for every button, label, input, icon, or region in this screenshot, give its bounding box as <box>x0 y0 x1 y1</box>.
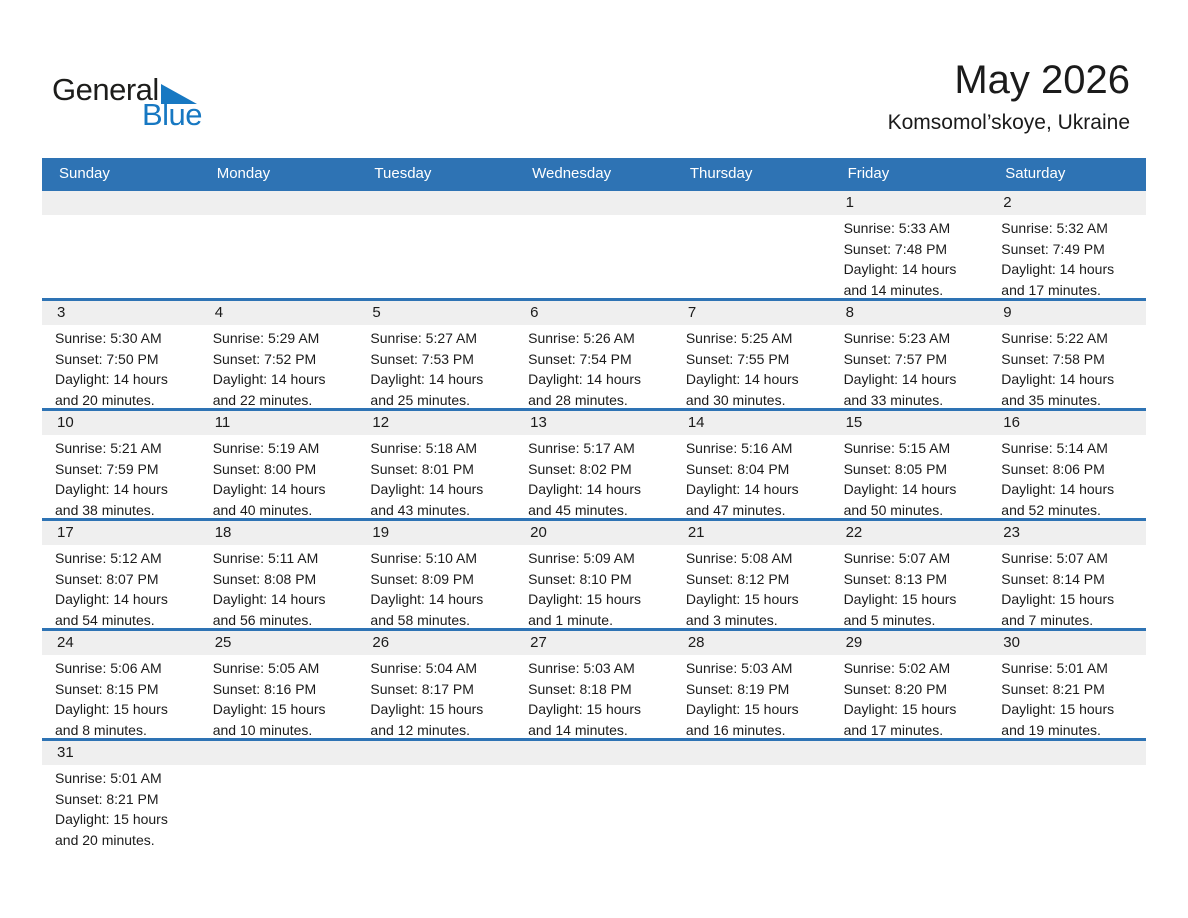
day-details <box>673 215 831 218</box>
day-detail-line: Daylight: 14 hours <box>843 371 957 387</box>
day-detail-line: Sunset: 7:54 PM <box>528 350 632 367</box>
day-cell-8 <box>831 301 989 408</box>
day-detail-line: Daylight: 14 hours <box>1001 371 1115 387</box>
day-detail-line: Sunset: 8:18 PM <box>528 680 632 697</box>
day-detail-line: Sunrise: 5:03 AM <box>528 660 635 676</box>
day-number: 25 <box>200 631 358 655</box>
day-number: 31 <box>42 741 200 765</box>
day-detail-line: and 30 minutes. <box>685 391 786 408</box>
day-number: 3 <box>42 301 200 325</box>
day-cell-empty <box>831 741 989 853</box>
day-detail-line: Sunrise: 5:15 AM <box>843 440 951 456</box>
day-number: 24 <box>42 631 200 655</box>
day-detail-line: Sunrise: 5:23 AM <box>843 330 951 346</box>
day-detail-line: Sunset: 8:16 PM <box>212 680 317 697</box>
day-detail-line: and 56 minutes. <box>212 611 313 628</box>
day-details <box>357 215 515 218</box>
day-detail-line: Daylight: 14 hours <box>1001 261 1115 277</box>
logo-text-blue: Blue <box>141 97 202 132</box>
day-number <box>988 741 1146 765</box>
day-detail-line: Sunrise: 5:10 AM <box>370 550 478 566</box>
day-number: 15 <box>831 411 989 435</box>
day-cell-empty <box>988 741 1146 853</box>
day-detail-line: Sunset: 8:06 PM <box>1001 460 1105 477</box>
day-number <box>673 741 831 765</box>
day-detail-line: Sunset: 8:20 PM <box>843 680 948 697</box>
day-number: 30 <box>988 631 1146 655</box>
day-number: 29 <box>831 631 989 655</box>
day-detail-line: Sunset: 8:01 PM <box>370 460 474 477</box>
day-detail-line: Sunrise: 5:12 AM <box>55 550 162 566</box>
day-number <box>200 741 358 765</box>
day-detail-line: and 22 minutes. <box>212 391 313 408</box>
day-details <box>988 765 1146 768</box>
day-detail-line: Sunset: 8:05 PM <box>843 460 948 477</box>
day-detail-line: Sunrise: 5:02 AM <box>843 660 951 676</box>
day-number: 16 <box>988 411 1146 435</box>
day-details <box>515 325 673 408</box>
day-details <box>988 435 1146 518</box>
weekday-header-sunday: Sunday <box>59 164 110 182</box>
day-detail-line: Sunset: 7:48 PM <box>843 240 948 257</box>
day-number <box>200 191 358 215</box>
day-details <box>42 215 200 218</box>
day-detail-line: Sunset: 8:12 PM <box>685 570 790 587</box>
day-detail-line: and 45 minutes. <box>528 501 628 518</box>
day-details <box>200 655 358 738</box>
day-details <box>200 435 358 518</box>
day-detail-line: Daylight: 15 hours <box>528 701 641 717</box>
week-row <box>42 298 1146 408</box>
day-cell-empty <box>42 191 200 298</box>
day-number <box>831 741 989 765</box>
day-details <box>200 765 358 768</box>
day-detail-line: Sunrise: 5:14 AM <box>1001 440 1108 456</box>
day-details <box>42 545 200 628</box>
day-cell-empty <box>200 191 358 298</box>
day-number: 23 <box>988 521 1146 545</box>
day-detail-line: Sunset: 8:04 PM <box>685 460 790 477</box>
day-detail-line: Sunrise: 5:11 AM <box>212 550 319 566</box>
day-detail-line: Sunset: 7:59 PM <box>55 460 159 477</box>
day-detail-line: Sunrise: 5:05 AM <box>212 660 320 676</box>
day-detail-line: and 58 minutes. <box>370 611 471 628</box>
day-cell-12 <box>357 411 515 518</box>
day-cell-13 <box>515 411 673 518</box>
logo-text-general: General <box>52 72 159 107</box>
day-details <box>42 435 200 518</box>
day-number <box>357 191 515 215</box>
day-number: 1 <box>831 191 989 215</box>
day-detail-line: and 17 minutes. <box>843 721 944 738</box>
week-row <box>42 738 1146 853</box>
day-detail-line: and 28 minutes. <box>528 391 628 408</box>
day-detail-line: Daylight: 14 hours <box>370 591 484 607</box>
day-cell-empty <box>673 741 831 853</box>
week-row <box>42 628 1146 738</box>
day-detail-line: Sunrise: 5:29 AM <box>212 330 320 346</box>
day-cell-5 <box>357 301 515 408</box>
day-detail-line: Daylight: 15 hours <box>1001 701 1115 717</box>
day-cell-7 <box>673 301 831 408</box>
day-details <box>200 325 358 408</box>
page-title: May 2026 <box>954 58 1130 102</box>
day-detail-line: Daylight: 15 hours <box>843 591 957 607</box>
day-number: 10 <box>42 411 200 435</box>
day-number: 4 <box>200 301 358 325</box>
day-details <box>673 765 831 768</box>
day-detail-line: Sunset: 7:57 PM <box>843 350 948 367</box>
day-cell-empty <box>357 741 515 853</box>
day-number <box>673 191 831 215</box>
day-cell-20 <box>515 521 673 628</box>
day-details <box>988 655 1146 738</box>
general-blue-logo <box>52 74 202 130</box>
day-detail-line: Sunset: 8:10 PM <box>528 570 632 587</box>
day-detail-line: Sunrise: 5:32 AM <box>1001 220 1108 236</box>
day-details <box>515 655 673 738</box>
day-detail-line: and 3 minutes. <box>685 611 778 628</box>
weekday-header-tuesday: Tuesday <box>374 164 432 182</box>
day-details <box>357 765 515 768</box>
day-details <box>200 545 358 628</box>
title-block <box>888 58 1130 135</box>
day-detail-line: Sunrise: 5:18 AM <box>370 440 478 456</box>
day-number <box>515 741 673 765</box>
day-detail-line: Daylight: 14 hours <box>528 371 641 387</box>
day-cell-empty <box>515 741 673 853</box>
day-detail-line: Daylight: 14 hours <box>55 481 168 497</box>
day-detail-line: Sunrise: 5:08 AM <box>685 550 793 566</box>
day-cell-23 <box>988 521 1146 628</box>
day-detail-line: Sunset: 7:58 PM <box>1001 350 1105 367</box>
day-detail-line: Sunrise: 5:26 AM <box>528 330 635 346</box>
weekday-header-thursday: Thursday <box>689 164 753 182</box>
day-detail-line: Daylight: 14 hours <box>370 371 484 387</box>
day-detail-line: Sunrise: 5:01 AM <box>55 770 162 786</box>
day-detail-line: Sunrise: 5:21 AM <box>55 440 162 456</box>
day-cell-29 <box>831 631 989 738</box>
day-detail-line: and 50 minutes. <box>843 501 944 518</box>
day-cell-17 <box>42 521 200 628</box>
day-details <box>42 325 200 408</box>
day-detail-line: Sunrise: 5:07 AM <box>843 550 951 566</box>
day-detail-line: Daylight: 14 hours <box>55 371 168 387</box>
day-detail-line: and 8 minutes. <box>55 721 147 738</box>
day-detail-line: Daylight: 14 hours <box>843 261 957 277</box>
day-detail-line: and 54 minutes. <box>55 611 155 628</box>
day-detail-line: Sunset: 7:50 PM <box>55 350 159 367</box>
day-detail-line: Sunset: 8:21 PM <box>1001 680 1105 697</box>
day-detail-line: Sunset: 8:15 PM <box>55 680 159 697</box>
day-cell-18 <box>200 521 358 628</box>
week-row <box>42 188 1146 298</box>
day-detail-line: Sunset: 7:49 PM <box>1001 240 1105 257</box>
day-detail-line: Sunrise: 5:04 AM <box>370 660 478 676</box>
day-cell-21 <box>673 521 831 628</box>
location-subtitle: Komsomol’skoye, Ukraine <box>887 111 1130 134</box>
day-cell-10 <box>42 411 200 518</box>
day-details <box>515 545 673 628</box>
day-detail-line: Sunrise: 5:25 AM <box>685 330 793 346</box>
day-details <box>673 325 831 408</box>
day-detail-line: and 38 minutes. <box>55 501 155 518</box>
day-cell-11 <box>200 411 358 518</box>
day-number: 26 <box>357 631 515 655</box>
day-detail-line: and 40 minutes. <box>212 501 313 518</box>
day-detail-line: Sunrise: 5:22 AM <box>1001 330 1108 346</box>
day-details <box>515 435 673 518</box>
day-number: 22 <box>831 521 989 545</box>
day-detail-line: Sunrise: 5:30 AM <box>55 330 162 346</box>
day-details <box>200 215 358 218</box>
day-detail-line: and 20 minutes. <box>55 391 155 408</box>
day-detail-line: Sunset: 7:53 PM <box>370 350 474 367</box>
day-detail-line: Daylight: 15 hours <box>55 811 168 827</box>
day-detail-line: Daylight: 15 hours <box>685 701 799 717</box>
day-details <box>988 545 1146 628</box>
day-detail-line: and 19 minutes. <box>1001 721 1101 738</box>
day-detail-line: Daylight: 14 hours <box>55 591 168 607</box>
day-cell-31 <box>42 741 200 853</box>
day-detail-line: Sunset: 7:55 PM <box>685 350 790 367</box>
day-cell-empty <box>200 741 358 853</box>
day-details <box>831 655 989 738</box>
day-detail-line: Sunset: 8:13 PM <box>843 570 948 587</box>
day-number: 28 <box>673 631 831 655</box>
day-detail-line: and 14 minutes. <box>843 281 944 298</box>
day-details <box>988 215 1146 298</box>
day-detail-line: and 16 minutes. <box>685 721 786 738</box>
day-details <box>42 765 200 850</box>
day-detail-line: Daylight: 15 hours <box>843 701 957 717</box>
day-cell-14 <box>673 411 831 518</box>
day-number: 6 <box>515 301 673 325</box>
day-details <box>515 215 673 218</box>
day-detail-line: Sunset: 8:08 PM <box>212 570 317 587</box>
day-number: 2 <box>988 191 1146 215</box>
day-detail-line: Sunset: 8:14 PM <box>1001 570 1105 587</box>
day-number: 11 <box>200 411 358 435</box>
weekday-header-wednesday: Wednesday <box>532 164 612 182</box>
day-cell-19 <box>357 521 515 628</box>
day-number: 12 <box>357 411 515 435</box>
day-cell-26 <box>357 631 515 738</box>
day-detail-line: and 7 minutes. <box>1001 611 1094 628</box>
day-detail-line: Sunset: 8:17 PM <box>370 680 474 697</box>
day-detail-line: and 25 minutes. <box>370 391 471 408</box>
day-details <box>357 655 515 738</box>
week-row <box>42 518 1146 628</box>
day-detail-line: Daylight: 15 hours <box>212 701 326 717</box>
day-detail-line: Sunrise: 5:17 AM <box>528 440 635 456</box>
day-details <box>357 545 515 628</box>
day-detail-line: Sunrise: 5:33 AM <box>843 220 951 236</box>
day-cell-4 <box>200 301 358 408</box>
day-detail-line: Sunrise: 5:06 AM <box>55 660 162 676</box>
day-detail-line: Sunrise: 5:01 AM <box>1001 660 1108 676</box>
day-detail-line: Daylight: 14 hours <box>685 481 799 497</box>
day-detail-line: Daylight: 14 hours <box>843 481 957 497</box>
day-detail-line: and 5 minutes. <box>843 611 936 628</box>
day-detail-line: and 43 minutes. <box>370 501 471 518</box>
day-detail-line: Sunrise: 5:09 AM <box>528 550 635 566</box>
day-details <box>831 545 989 628</box>
calendar-grid <box>42 158 1146 853</box>
day-cell-28 <box>673 631 831 738</box>
day-detail-line: Daylight: 14 hours <box>528 481 641 497</box>
day-detail-line: Sunset: 7:52 PM <box>212 350 317 367</box>
day-cell-1 <box>831 191 989 298</box>
day-cell-15 <box>831 411 989 518</box>
day-detail-line: Daylight: 14 hours <box>1001 481 1115 497</box>
day-detail-line: and 52 minutes. <box>1001 501 1101 518</box>
day-number <box>42 191 200 215</box>
day-cell-6 <box>515 301 673 408</box>
day-detail-line: and 35 minutes. <box>1001 391 1101 408</box>
day-details <box>831 215 989 298</box>
day-details <box>673 655 831 738</box>
day-detail-line: Daylight: 14 hours <box>212 371 326 387</box>
weekday-header-row <box>42 158 1146 188</box>
day-detail-line: Sunrise: 5:03 AM <box>685 660 793 676</box>
day-details <box>673 545 831 628</box>
day-detail-line: and 12 minutes. <box>370 721 471 738</box>
day-detail-line: Sunset: 8:21 PM <box>55 790 159 807</box>
day-number: 18 <box>200 521 358 545</box>
day-number: 13 <box>515 411 673 435</box>
day-detail-line: Daylight: 15 hours <box>528 591 641 607</box>
day-detail-line: Sunset: 8:02 PM <box>528 460 632 477</box>
day-cell-27 <box>515 631 673 738</box>
day-number: 19 <box>357 521 515 545</box>
day-cell-empty <box>357 191 515 298</box>
day-number: 20 <box>515 521 673 545</box>
week-row <box>42 408 1146 518</box>
day-number: 8 <box>831 301 989 325</box>
day-number <box>515 191 673 215</box>
day-detail-line: and 14 minutes. <box>528 721 628 738</box>
day-detail-line: and 20 minutes. <box>55 831 155 848</box>
day-cell-16 <box>988 411 1146 518</box>
day-detail-line: Daylight: 15 hours <box>55 701 168 717</box>
day-cell-30 <box>988 631 1146 738</box>
weekday-header-saturday: Saturday <box>1005 164 1066 182</box>
day-details <box>515 765 673 768</box>
day-number: 21 <box>673 521 831 545</box>
day-detail-line: Daylight: 15 hours <box>685 591 799 607</box>
day-number <box>357 741 515 765</box>
day-detail-line: Sunset: 8:00 PM <box>212 460 317 477</box>
day-detail-line: Sunrise: 5:27 AM <box>370 330 478 346</box>
day-detail-line: and 1 minute. <box>528 611 613 628</box>
day-number: 27 <box>515 631 673 655</box>
day-detail-line: and 10 minutes. <box>212 721 313 738</box>
day-number: 17 <box>42 521 200 545</box>
day-details <box>673 435 831 518</box>
calendar-weeks <box>42 188 1146 853</box>
day-detail-line: and 17 minutes. <box>1001 281 1101 298</box>
weekday-header-monday: Monday <box>216 164 271 182</box>
day-cell-3 <box>42 301 200 408</box>
day-details <box>988 325 1146 408</box>
day-detail-line: Sunrise: 5:16 AM <box>685 440 793 456</box>
day-cell-22 <box>831 521 989 628</box>
day-cell-24 <box>42 631 200 738</box>
day-details <box>42 655 200 738</box>
day-detail-line: Sunrise: 5:07 AM <box>1001 550 1108 566</box>
day-detail-line: Daylight: 14 hours <box>685 371 799 387</box>
day-detail-line: and 47 minutes. <box>685 501 786 518</box>
day-detail-line: Sunrise: 5:19 AM <box>212 440 320 456</box>
weekday-header-friday: Friday <box>847 164 890 182</box>
day-details <box>831 325 989 408</box>
day-cell-2 <box>988 191 1146 298</box>
day-detail-line: Sunset: 8:19 PM <box>685 680 790 697</box>
day-details <box>357 435 515 518</box>
day-detail-line: Daylight: 14 hours <box>212 591 326 607</box>
day-detail-line: Daylight: 14 hours <box>212 481 326 497</box>
day-detail-line: Sunset: 8:07 PM <box>55 570 159 587</box>
day-details <box>831 435 989 518</box>
day-detail-line: Daylight: 15 hours <box>370 701 484 717</box>
day-cell-empty <box>515 191 673 298</box>
day-cell-empty <box>673 191 831 298</box>
day-number: 5 <box>357 301 515 325</box>
day-number: 14 <box>673 411 831 435</box>
day-number: 9 <box>988 301 1146 325</box>
day-detail-line: Daylight: 15 hours <box>1001 591 1115 607</box>
day-details <box>831 765 989 768</box>
day-number: 7 <box>673 301 831 325</box>
day-cell-9 <box>988 301 1146 408</box>
day-cell-25 <box>200 631 358 738</box>
day-detail-line: and 33 minutes. <box>843 391 944 408</box>
day-detail-line: Sunset: 8:09 PM <box>370 570 474 587</box>
day-detail-line: Daylight: 14 hours <box>370 481 484 497</box>
day-details <box>357 325 515 408</box>
